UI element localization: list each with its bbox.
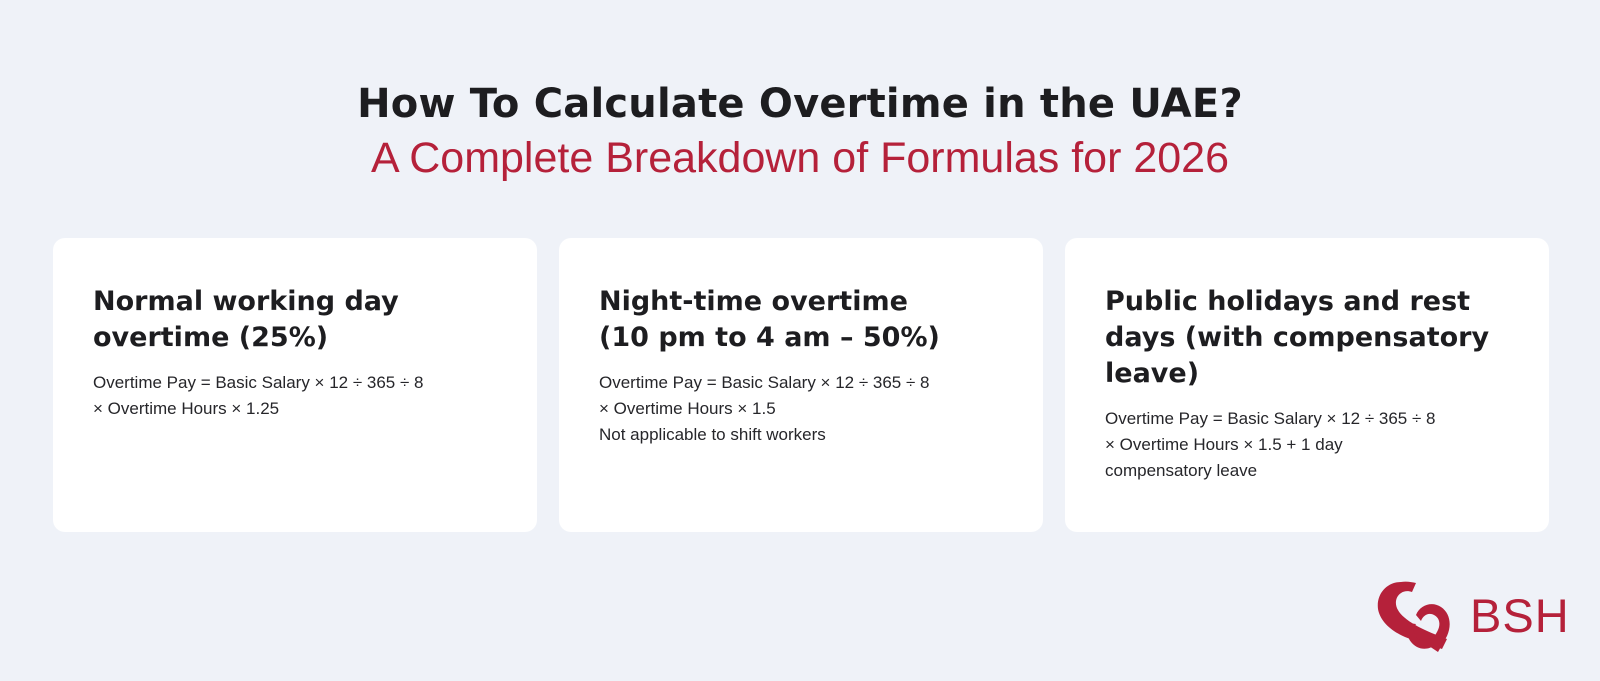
card-formula xyxy=(599,370,1003,448)
card-title-line: Public holidays and rest xyxy=(1105,286,1471,317)
card-night-time-overtime xyxy=(559,238,1043,532)
card-title-line: days (with compensatory xyxy=(1105,322,1490,353)
card-formula xyxy=(1105,406,1509,484)
card-normal-working-day xyxy=(53,238,537,532)
page-subtitle: A Complete Breakdown of Formulas for 2026 xyxy=(370,134,1230,182)
card-title xyxy=(93,284,497,356)
card-public-holidays xyxy=(1065,238,1549,532)
card-title-line: leave) xyxy=(1105,358,1200,389)
card-title xyxy=(599,284,1003,356)
card-formula-line: Overtime Pay = Basic Salary × 12 ÷ 365 ÷ 8 xyxy=(1105,409,1436,428)
card-formula-line: compensatory leave xyxy=(1105,461,1258,480)
card-title-line: overtime (25%) xyxy=(93,322,329,353)
brand-name: BSH xyxy=(1470,589,1570,642)
card-formula-line: × Overtime Hours × 1.5 + 1 day xyxy=(1105,435,1343,454)
card-note-line: Not applicable to shift workers xyxy=(599,425,826,444)
card-title-line: Normal working day xyxy=(93,286,399,317)
bsh-logo-icon xyxy=(1374,576,1456,654)
formula-card-row xyxy=(53,238,1549,532)
card-title-line: Night-time overtime xyxy=(599,286,908,317)
card-formula-line: × Overtime Hours × 1.5 xyxy=(599,399,776,418)
card-title-line: (10 pm to 4 am – 50%) xyxy=(599,322,940,353)
card-title xyxy=(1105,284,1509,392)
card-formula-line: Overtime Pay = Basic Salary × 12 ÷ 365 ÷ 8 xyxy=(93,373,424,392)
card-formula-line: × Overtime Hours × 1.25 xyxy=(93,399,280,418)
card-formula-line: Overtime Pay = Basic Salary × 12 ÷ 365 ÷ 8 xyxy=(599,373,930,392)
brand-logo xyxy=(1374,576,1570,654)
page-title: How To Calculate Overtime in the UAE? xyxy=(357,81,1243,127)
page-header xyxy=(0,78,1600,184)
card-formula xyxy=(93,370,497,422)
